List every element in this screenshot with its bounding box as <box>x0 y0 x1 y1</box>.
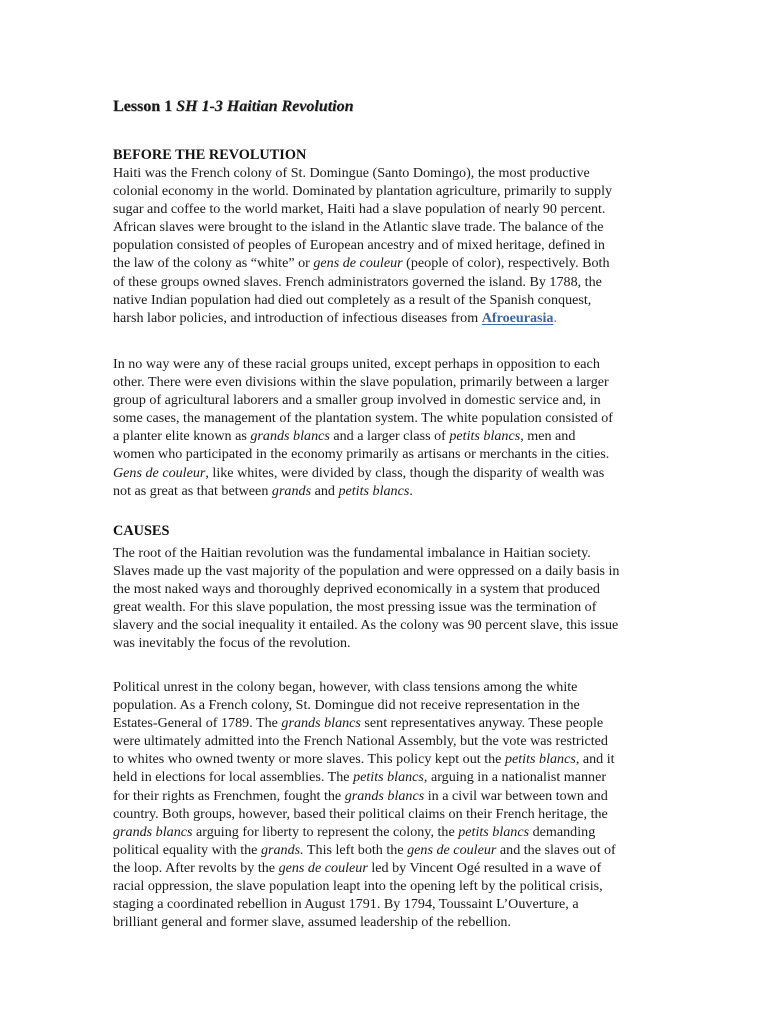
paragraph-causes-2 <box>113 678 661 931</box>
text-line: native Indian population had died out completely as a result of the Spanish conquest, <box>113 291 592 308</box>
text-line: women who participated in the economy primarily as artisans or merchants in the cities. <box>113 446 610 463</box>
text-line <box>113 768 661 786</box>
text-line: were ultimately admitted into the French National Assembly, but the vote was restricted <box>113 733 608 750</box>
text-line: slavery and the social inequality it entailed. As the colony was 90 percent slave, this issue <box>113 617 619 634</box>
text-run: and the slaves out of <box>496 841 616 858</box>
italic-term: petits blancs <box>504 751 576 768</box>
text-line: the most naked ways and thoroughly deprived economically in a system that produced <box>113 581 600 598</box>
text-run: political equality with the <box>113 841 261 858</box>
text-line: Political unrest in the colony began, however, with class tensions among the white <box>113 679 578 695</box>
text-line: great wealth. For this slave population, the most pressing issue was the termination of <box>113 599 597 616</box>
text-line: population consisted of peoples of European ancestry and of mixed heritage, defined in <box>113 237 605 254</box>
text-run: Estates-General of 1789. The <box>113 715 282 732</box>
italic-term: petits blancs <box>458 823 530 840</box>
text-line: group of agricultural laborers and a smaller group involved in domestic service and, in <box>113 392 601 409</box>
italic-term: grands blancs <box>344 787 425 804</box>
text-run: (people of color), respectively. Both <box>402 255 610 272</box>
text-line <box>113 254 661 272</box>
text-line <box>113 427 661 445</box>
text-run: , arguing in a nationalist manner <box>423 769 607 786</box>
text-line: In no way were any of these racial groups united, except perhaps in opposition to each <box>113 356 600 372</box>
text-line <box>113 714 661 732</box>
text-run: the law of the colony as “white” or <box>113 255 314 272</box>
section-heading-before: BEFORE THE REVOLUTION <box>113 147 307 163</box>
text-line: country. Both groups, however, based their political claims on their French heritage, the <box>113 805 608 822</box>
afroeurasia-link[interactable]: Afroeurasia <box>481 309 554 326</box>
text-line <box>113 464 661 482</box>
text-line: some cases, the management of the plantation system. The white population consisted of <box>113 410 613 427</box>
text-line: sugar and coffee to the world market, Haiti had a slave population of nearly 90 percent. <box>113 201 606 218</box>
italic-term: grands <box>271 482 312 499</box>
text-line <box>113 859 661 877</box>
text-run: demanding <box>529 823 596 840</box>
text-run: the loop. After revolts by the <box>113 859 279 876</box>
italic-term: grands blancs <box>281 715 361 732</box>
text-line <box>113 787 661 805</box>
text-run: sent representatives anyway. These people <box>360 715 604 732</box>
text-run: . <box>409 482 413 499</box>
text-run: and a larger class of <box>329 428 450 445</box>
italic-term: grands. <box>260 841 304 858</box>
italic-term: petits blancs <box>449 428 521 445</box>
text-run: a planter elite known as <box>113 428 251 445</box>
text-run: , like whites, were divided by class, though the disparity of wealth was <box>205 464 605 481</box>
text-line: Haiti was the French colony of St. Domingue (Santo Domingo), the most productive <box>113 165 590 181</box>
text-run: This left both the <box>303 841 408 858</box>
text-run: harsh labor policies, and introduction of infectious diseases from <box>113 309 482 326</box>
text-run: for their rights as Frenchmen, fought the <box>113 787 345 804</box>
italic-term: grands blancs <box>113 823 193 840</box>
text-line: staging a coordinated rebellion in August 1791. By 1794, Toussaint L’Ouverture, a <box>113 896 579 913</box>
italic-term: gens de couleur <box>278 859 368 876</box>
text-line: of these groups owned slaves. French administrators governed the island. By 1788, the <box>113 273 602 290</box>
text-line: was inevitably the focus of the revolution. <box>113 635 351 652</box>
text-line <box>113 823 661 841</box>
text-line <box>113 309 661 327</box>
lesson-title <box>113 98 353 116</box>
text-run: , men and <box>520 428 576 445</box>
text-run: . <box>553 309 557 326</box>
text-run: led by Vincent Ogé resulted in a wave of <box>367 859 602 876</box>
lesson-title-prefix: Lesson 1 <box>113 98 173 115</box>
section-heading-causes: CAUSES <box>113 523 170 539</box>
text-line: brilliant general and former slave, assumed leadership of the rebellion. <box>113 914 512 931</box>
text-run: , and it <box>575 751 615 768</box>
paragraph-before-1 <box>113 164 661 327</box>
text-run: not as great as that between <box>113 482 272 499</box>
text-line <box>113 750 661 768</box>
lesson-title-italic: SH 1-3 Haitian Revolution <box>176 98 354 115</box>
text-line <box>113 482 661 500</box>
text-line <box>113 841 661 859</box>
text-run: held in elections for local assemblies. The <box>113 769 354 786</box>
text-run: and <box>311 482 339 499</box>
text-run: to whites who owned twenty or more slaves. This policy kept out the <box>113 751 505 768</box>
paragraph-causes-1 <box>113 544 661 653</box>
paragraph-before-2 <box>113 355 661 500</box>
text-line: population. As a French colony, St. Domingue did not receive representation in the <box>113 697 580 714</box>
italic-term: gens de couleur <box>313 255 403 272</box>
text-line: African slaves were brought to the island in the Atlantic slave trade. The balance of the <box>113 219 604 236</box>
text-line: other. There were even divisions within the slave population, primarily between a larger <box>113 374 609 391</box>
text-line: racial oppression, the slave population leapt into the opening left by the political crisis, <box>113 878 603 895</box>
text-run: arguing for liberty to represent the colony, the <box>192 823 459 840</box>
italic-term: Gens de couleur <box>113 464 206 481</box>
text-line: The root of the Haitian revolution was the fundamental imbalance in Haitian society. <box>113 545 591 561</box>
text-line: colonial economy in the world. Dominated by plantation agriculture, primarily to supply <box>113 183 613 200</box>
text-line: Slaves made up the vast majority of the population and were oppressed on a daily basis in <box>113 563 620 580</box>
text-run: in a civil war between town and <box>424 787 608 804</box>
italic-term: gens de couleur <box>407 841 497 858</box>
italic-term: petits blancs <box>338 482 410 499</box>
italic-term: petits blancs <box>353 769 424 786</box>
italic-term: grands blancs <box>250 428 330 445</box>
